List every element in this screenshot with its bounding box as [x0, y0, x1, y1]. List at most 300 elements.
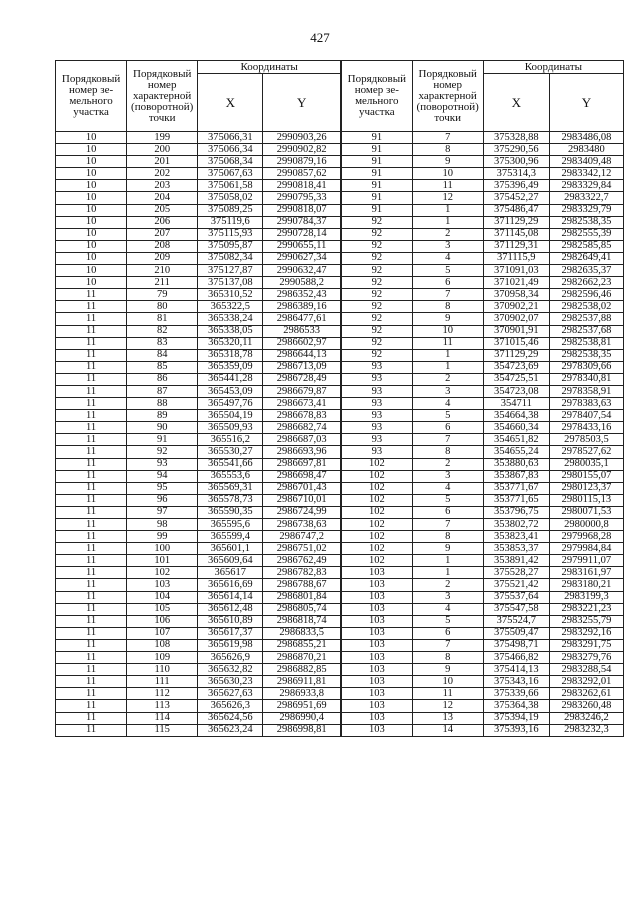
- cell-y-left: 2986644,13: [263, 349, 341, 361]
- table-row: [56, 385, 624, 397]
- cell-y-left: 2990818,07: [263, 204, 341, 216]
- cell-y-left: 2986673,41: [263, 398, 341, 410]
- cell-x-left: 365627,63: [198, 688, 263, 700]
- header-y-left: Y: [263, 74, 341, 132]
- cell-y-right: 2980115,13: [549, 494, 623, 506]
- cell-y-right: 2983329,79: [549, 204, 623, 216]
- cell-y-left: 2986751,02: [263, 543, 341, 555]
- cell-x-right: 354664,38: [483, 410, 549, 422]
- cell-y-right: 2982538,02: [549, 301, 623, 313]
- cell-point-number-right: 13: [412, 712, 483, 724]
- cell-parcel-number-left: 11: [56, 385, 127, 397]
- cell-parcel-number-right: 92: [341, 228, 412, 240]
- cell-y-left: 2986701,43: [263, 482, 341, 494]
- cell-x-left: 365619,98: [198, 639, 263, 651]
- cell-parcel-number-right: 103: [341, 700, 412, 712]
- cell-point-number-right: 1: [412, 555, 483, 567]
- cell-parcel-number-right: 93: [341, 361, 412, 373]
- cell-x-left: 375095,87: [198, 240, 263, 252]
- cell-point-number-left: 104: [127, 591, 198, 603]
- table-row: [56, 410, 624, 422]
- cell-y-right: 2983260,48: [549, 700, 623, 712]
- table-row: [56, 252, 624, 264]
- cell-parcel-number-right: 92: [341, 349, 412, 361]
- cell-parcel-number-right: 91: [341, 132, 412, 144]
- cell-x-right: 370902,21: [483, 301, 549, 313]
- cell-point-number-right: 4: [412, 603, 483, 615]
- cell-x-left: 375119,6: [198, 216, 263, 228]
- cell-parcel-number-right: 92: [341, 325, 412, 337]
- cell-point-number-left: 107: [127, 627, 198, 639]
- header-point-number-right: Порядковый номер характерной (поворотной) точки: [412, 61, 483, 132]
- table-row: [56, 664, 624, 676]
- cell-point-number-left: 105: [127, 603, 198, 615]
- cell-x-left: 365616,69: [198, 579, 263, 591]
- cell-x-left: 365601,1: [198, 543, 263, 555]
- cell-parcel-number-right: 93: [341, 410, 412, 422]
- cell-y-right: 2980123,37: [549, 482, 623, 494]
- cell-x-left: 365599,4: [198, 531, 263, 543]
- cell-y-right: 2983262,61: [549, 688, 623, 700]
- cell-point-number-left: 102: [127, 567, 198, 579]
- cell-point-number-left: 97: [127, 506, 198, 518]
- table-row: [56, 506, 624, 518]
- table-row: [56, 168, 624, 180]
- header-coordinates-left: Координаты: [198, 61, 341, 74]
- cell-y-left: 2986788,67: [263, 579, 341, 591]
- cell-point-number-right: 12: [412, 700, 483, 712]
- cell-x-left: 375137,08: [198, 277, 263, 289]
- cell-x-right: 375300,96: [483, 156, 549, 168]
- header-parcel-number-left: Порядковый номер зе-мельного участка: [56, 61, 127, 132]
- cell-parcel-number-left: 11: [56, 688, 127, 700]
- cell-point-number-right: 1: [412, 216, 483, 228]
- table-row: [56, 446, 624, 458]
- cell-y-left: 2990728,14: [263, 228, 341, 240]
- cell-x-left: 365609,64: [198, 555, 263, 567]
- cell-parcel-number-right: 92: [341, 289, 412, 301]
- cell-y-left: 2990784,37: [263, 216, 341, 228]
- cell-x-right: 371091,03: [483, 265, 549, 277]
- table-row: [56, 192, 624, 204]
- cell-x-left: 365516,2: [198, 434, 263, 446]
- cell-x-right: 371021,49: [483, 277, 549, 289]
- table-row: [56, 591, 624, 603]
- cell-point-number-left: 100: [127, 543, 198, 555]
- cell-y-left: 2990655,11: [263, 240, 341, 252]
- cell-parcel-number-left: 11: [56, 494, 127, 506]
- cell-point-number-left: 89: [127, 410, 198, 422]
- cell-x-left: 365590,35: [198, 506, 263, 518]
- cell-point-number-right: 7: [412, 434, 483, 446]
- cell-y-right: 2983180,21: [549, 579, 623, 591]
- cell-x-right: 354655,24: [483, 446, 549, 458]
- cell-y-left: 2990795,33: [263, 192, 341, 204]
- cell-parcel-number-left: 11: [56, 627, 127, 639]
- cell-y-right: 2980155,07: [549, 470, 623, 482]
- cell-y-left: 2986533: [263, 325, 341, 337]
- cell-y-right: 2979911,07: [549, 555, 623, 567]
- cell-parcel-number-left: 11: [56, 639, 127, 651]
- cell-parcel-number-right: 103: [341, 676, 412, 688]
- cell-point-number-right: 7: [412, 639, 483, 651]
- table-row: [56, 313, 624, 325]
- cell-point-number-right: 9: [412, 543, 483, 555]
- cell-x-right: 371115,9: [483, 252, 549, 264]
- table-row: [56, 228, 624, 240]
- cell-x-right: 371145,08: [483, 228, 549, 240]
- cell-point-number-left: 94: [127, 470, 198, 482]
- cell-point-number-right: 7: [412, 289, 483, 301]
- cell-parcel-number-right: 93: [341, 373, 412, 385]
- cell-point-number-right: 2: [412, 579, 483, 591]
- cell-parcel-number-right: 92: [341, 337, 412, 349]
- cell-x-right: 375528,27: [483, 567, 549, 579]
- cell-y-left: 2986911,81: [263, 676, 341, 688]
- cell-y-right: 2982662,23: [549, 277, 623, 289]
- cell-y-left: 2986882,85: [263, 664, 341, 676]
- cell-x-left: 375061,58: [198, 180, 263, 192]
- cell-point-number-right: 7: [412, 132, 483, 144]
- cell-parcel-number-left: 11: [56, 482, 127, 494]
- cell-x-left: 375089,25: [198, 204, 263, 216]
- cell-x-right: 354725,51: [483, 373, 549, 385]
- cell-x-right: 375364,38: [483, 700, 549, 712]
- cell-x-right: 371129,29: [483, 349, 549, 361]
- cell-parcel-number-right: 102: [341, 506, 412, 518]
- cell-x-left: 365569,31: [198, 482, 263, 494]
- cell-y-right: 2982537,68: [549, 325, 623, 337]
- table-row: [56, 519, 624, 531]
- cell-parcel-number-left: 10: [56, 252, 127, 264]
- cell-y-left: 2986602,97: [263, 337, 341, 349]
- cell-parcel-number-left: 11: [56, 458, 127, 470]
- cell-x-right: 353771,65: [483, 494, 549, 506]
- cell-y-left: 2990857,62: [263, 168, 341, 180]
- cell-y-right: 2983292,01: [549, 676, 623, 688]
- cell-parcel-number-left: 11: [56, 289, 127, 301]
- cell-parcel-number-right: 103: [341, 615, 412, 627]
- cell-point-number-right: 10: [412, 676, 483, 688]
- cell-y-right: 2982538,35: [549, 349, 623, 361]
- cell-parcel-number-left: 11: [56, 531, 127, 543]
- cell-parcel-number-right: 103: [341, 724, 412, 736]
- cell-point-number-right: 4: [412, 252, 483, 264]
- cell-x-right: 353867,83: [483, 470, 549, 482]
- cell-parcel-number-right: 92: [341, 313, 412, 325]
- cell-point-number-right: 8: [412, 652, 483, 664]
- cell-y-right: 2983480: [549, 144, 623, 156]
- cell-y-left: 2986389,16: [263, 301, 341, 313]
- cell-parcel-number-right: 103: [341, 567, 412, 579]
- cell-parcel-number-left: 11: [56, 676, 127, 688]
- table-row: [56, 543, 624, 555]
- cell-x-left: 365614,14: [198, 591, 263, 603]
- cell-x-left: 365338,24: [198, 313, 263, 325]
- cell-point-number-left: 96: [127, 494, 198, 506]
- cell-y-right: 2983291,75: [549, 639, 623, 651]
- cell-parcel-number-left: 11: [56, 373, 127, 385]
- cell-x-left: 365441,28: [198, 373, 263, 385]
- cell-point-number-left: 110: [127, 664, 198, 676]
- cell-point-number-left: 84: [127, 349, 198, 361]
- cell-point-number-left: 208: [127, 240, 198, 252]
- cell-y-right: 2983221,23: [549, 603, 623, 615]
- cell-y-left: 2986698,47: [263, 470, 341, 482]
- cell-parcel-number-left: 11: [56, 410, 127, 422]
- cell-y-left: 2990903,26: [263, 132, 341, 144]
- cell-x-left: 365318,78: [198, 349, 263, 361]
- cell-y-left: 2986805,74: [263, 603, 341, 615]
- cell-x-left: 375127,87: [198, 265, 263, 277]
- cell-parcel-number-right: 91: [341, 204, 412, 216]
- cell-point-number-left: 205: [127, 204, 198, 216]
- cell-parcel-number-right: 103: [341, 652, 412, 664]
- cell-y-right: 2982585,85: [549, 240, 623, 252]
- cell-parcel-number-left: 11: [56, 361, 127, 373]
- cell-point-number-right: 11: [412, 180, 483, 192]
- table-row: [56, 627, 624, 639]
- table-row: [56, 639, 624, 651]
- cell-x-left: 365504,19: [198, 410, 263, 422]
- cell-x-left: 365632,82: [198, 664, 263, 676]
- cell-x-right: 375547,58: [483, 603, 549, 615]
- cell-point-number-right: 4: [412, 482, 483, 494]
- cell-parcel-number-left: 11: [56, 398, 127, 410]
- cell-y-right: 2982635,37: [549, 265, 623, 277]
- cell-x-left: 365595,6: [198, 519, 263, 531]
- cell-point-number-right: 7: [412, 519, 483, 531]
- cell-parcel-number-left: 10: [56, 277, 127, 289]
- cell-parcel-number-right: 102: [341, 494, 412, 506]
- cell-x-right: 375452,27: [483, 192, 549, 204]
- cell-x-right: 371015,46: [483, 337, 549, 349]
- cell-parcel-number-right: 93: [341, 398, 412, 410]
- cell-point-number-right: 8: [412, 531, 483, 543]
- cell-x-left: 365497,76: [198, 398, 263, 410]
- cell-point-number-left: 209: [127, 252, 198, 264]
- cell-y-left: 2986818,74: [263, 615, 341, 627]
- cell-point-number-left: 202: [127, 168, 198, 180]
- table-row: [56, 688, 624, 700]
- cell-point-number-left: 98: [127, 519, 198, 531]
- cell-point-number-left: 79: [127, 289, 198, 301]
- table-row: [56, 325, 624, 337]
- cell-point-number-left: 106: [127, 615, 198, 627]
- cell-parcel-number-right: 92: [341, 252, 412, 264]
- cell-x-left: 375066,31: [198, 132, 263, 144]
- cell-x-right: 353823,41: [483, 531, 549, 543]
- cell-parcel-number-left: 10: [56, 216, 127, 228]
- cell-point-number-right: 10: [412, 168, 483, 180]
- cell-point-number-right: 6: [412, 277, 483, 289]
- table-row: [56, 567, 624, 579]
- cell-parcel-number-left: 11: [56, 422, 127, 434]
- cell-point-number-right: 3: [412, 385, 483, 397]
- cell-point-number-left: 93: [127, 458, 198, 470]
- cell-parcel-number-right: 92: [341, 265, 412, 277]
- table-row: [56, 289, 624, 301]
- cell-point-number-right: 3: [412, 591, 483, 603]
- cell-y-left: 2990818,41: [263, 180, 341, 192]
- header-y-right: Y: [549, 74, 623, 132]
- cell-point-number-left: 200: [127, 144, 198, 156]
- table-row: [56, 482, 624, 494]
- table-row: [56, 398, 624, 410]
- cell-x-left: 365612,48: [198, 603, 263, 615]
- table-row: [56, 349, 624, 361]
- cell-point-number-left: 210: [127, 265, 198, 277]
- cell-y-left: 2986710,01: [263, 494, 341, 506]
- cell-y-right: 2983329,84: [549, 180, 623, 192]
- cell-y-left: 2986697,81: [263, 458, 341, 470]
- table-row: [56, 180, 624, 192]
- cell-x-right: 375343,16: [483, 676, 549, 688]
- cell-y-left: 2986682,74: [263, 422, 341, 434]
- cell-point-number-left: 211: [127, 277, 198, 289]
- cell-point-number-left: 199: [127, 132, 198, 144]
- table-body: [56, 132, 624, 737]
- cell-parcel-number-right: 91: [341, 180, 412, 192]
- cell-point-number-right: 11: [412, 688, 483, 700]
- cell-point-number-right: 14: [412, 724, 483, 736]
- cell-parcel-number-right: 102: [341, 482, 412, 494]
- cell-parcel-number-right: 102: [341, 470, 412, 482]
- cell-point-number-left: 82: [127, 325, 198, 337]
- cell-x-right: 375414,13: [483, 664, 549, 676]
- cell-parcel-number-left: 10: [56, 228, 127, 240]
- cell-parcel-number-left: 11: [56, 543, 127, 555]
- cell-y-left: 2986990,4: [263, 712, 341, 724]
- cell-y-left: 2986679,87: [263, 385, 341, 397]
- cell-parcel-number-left: 10: [56, 156, 127, 168]
- cell-parcel-number-left: 11: [56, 664, 127, 676]
- cell-y-right: 2983232,3: [549, 724, 623, 736]
- cell-parcel-number-left: 10: [56, 168, 127, 180]
- cell-point-number-left: 85: [127, 361, 198, 373]
- cell-y-right: 2980071,53: [549, 506, 623, 518]
- cell-y-right: 2983255,79: [549, 615, 623, 627]
- cell-y-right: 2978309,66: [549, 361, 623, 373]
- cell-parcel-number-right: 102: [341, 555, 412, 567]
- cell-parcel-number-left: 10: [56, 132, 127, 144]
- cell-y-right: 2983161,97: [549, 567, 623, 579]
- table-row: [56, 240, 624, 252]
- cell-x-left: 365530,27: [198, 446, 263, 458]
- cell-x-left: 375066,34: [198, 144, 263, 156]
- cell-x-left: 365338,05: [198, 325, 263, 337]
- header-parcel-number-right: Порядковый номер зе-мельного участка: [341, 61, 412, 132]
- cell-parcel-number-left: 11: [56, 712, 127, 724]
- cell-parcel-number-right: 93: [341, 446, 412, 458]
- cell-y-left: 2986352,43: [263, 289, 341, 301]
- cell-parcel-number-left: 10: [56, 144, 127, 156]
- cell-parcel-number-right: 103: [341, 591, 412, 603]
- cell-point-number-left: 207: [127, 228, 198, 240]
- cell-parcel-number-right: 103: [341, 688, 412, 700]
- cell-y-right: 2978433,16: [549, 422, 623, 434]
- header-point-number-left: Порядковый номер характерной (поворотной) точки: [127, 61, 198, 132]
- cell-y-left: 2986678,83: [263, 410, 341, 422]
- cell-x-right: 353796,75: [483, 506, 549, 518]
- cell-parcel-number-right: 102: [341, 543, 412, 555]
- cell-x-right: 370902,07: [483, 313, 549, 325]
- cell-x-left: 365322,5: [198, 301, 263, 313]
- cell-x-left: 365623,24: [198, 724, 263, 736]
- cell-parcel-number-left: 10: [56, 265, 127, 277]
- cell-point-number-right: 1: [412, 349, 483, 361]
- cell-point-number-right: 8: [412, 446, 483, 458]
- cell-point-number-left: 83: [127, 337, 198, 349]
- cell-point-number-left: 81: [127, 313, 198, 325]
- cell-point-number-left: 206: [127, 216, 198, 228]
- cell-y-right: 2983246,2: [549, 712, 623, 724]
- table-row: [56, 494, 624, 506]
- cell-x-left: 365320,11: [198, 337, 263, 349]
- cell-x-right: 375537,64: [483, 591, 549, 603]
- cell-y-right: 2983279,76: [549, 652, 623, 664]
- table-row: [56, 531, 624, 543]
- coordinates-table: [55, 60, 624, 737]
- cell-point-number-left: 115: [127, 724, 198, 736]
- cell-point-number-right: 1: [412, 361, 483, 373]
- cell-x-right: 353891,42: [483, 555, 549, 567]
- cell-parcel-number-left: 11: [56, 555, 127, 567]
- cell-x-left: 375058,02: [198, 192, 263, 204]
- cell-point-number-right: 3: [412, 240, 483, 252]
- cell-x-left: 365553,6: [198, 470, 263, 482]
- cell-point-number-right: 4: [412, 398, 483, 410]
- cell-point-number-right: 2: [412, 228, 483, 240]
- cell-parcel-number-left: 10: [56, 180, 127, 192]
- cell-x-left: 365541,66: [198, 458, 263, 470]
- cell-x-right: 375290,56: [483, 144, 549, 156]
- cell-x-right: 371129,31: [483, 240, 549, 252]
- cell-parcel-number-right: 103: [341, 639, 412, 651]
- cell-point-number-left: 108: [127, 639, 198, 651]
- cell-parcel-number-left: 11: [56, 337, 127, 349]
- cell-parcel-number-right: 103: [341, 627, 412, 639]
- cell-x-right: 375466,82: [483, 652, 549, 664]
- cell-x-right: 371129,29: [483, 216, 549, 228]
- cell-y-left: 2986998,81: [263, 724, 341, 736]
- cell-point-number-right: 9: [412, 156, 483, 168]
- cell-point-number-right: 11: [412, 337, 483, 349]
- cell-point-number-left: 201: [127, 156, 198, 168]
- cell-x-right: 375486,47: [483, 204, 549, 216]
- cell-point-number-left: 86: [127, 373, 198, 385]
- cell-x-left: 365610,89: [198, 615, 263, 627]
- cell-y-right: 2978527,62: [549, 446, 623, 458]
- cell-point-number-left: 103: [127, 579, 198, 591]
- cell-x-right: 375394,19: [483, 712, 549, 724]
- cell-y-right: 2983322,7: [549, 192, 623, 204]
- page-number: 427: [310, 30, 330, 45]
- cell-parcel-number-right: 103: [341, 712, 412, 724]
- cell-x-left: 365578,73: [198, 494, 263, 506]
- cell-parcel-number-left: 11: [56, 724, 127, 736]
- cell-parcel-number-left: 11: [56, 615, 127, 627]
- cell-point-number-right: 5: [412, 410, 483, 422]
- cell-x-right: 375328,88: [483, 132, 549, 144]
- cell-point-number-left: 95: [127, 482, 198, 494]
- cell-point-number-left: 101: [127, 555, 198, 567]
- cell-point-number-left: 114: [127, 712, 198, 724]
- cell-point-number-left: 111: [127, 676, 198, 688]
- cell-parcel-number-right: 92: [341, 301, 412, 313]
- cell-parcel-number-left: 11: [56, 349, 127, 361]
- cell-y-left: 2986738,63: [263, 519, 341, 531]
